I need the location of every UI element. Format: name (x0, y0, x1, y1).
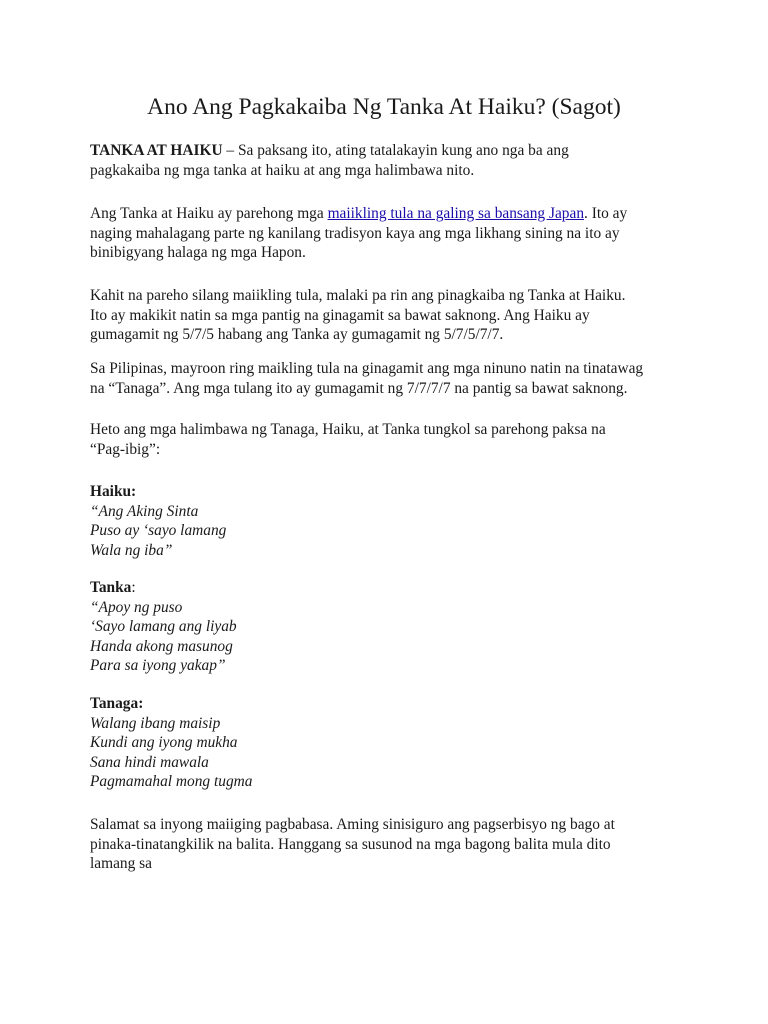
paragraph-3 (90, 359, 690, 398)
para4-text-2: “Pag-ibig”: (90, 440, 161, 458)
para2-text-2: Ito ay makikit natin sa mga pantig na ginagamit sa bawat saknong. Ang Haiku ay (90, 306, 590, 324)
closing-text-2: pinaka-tinatangkilik na balita. Hanggang sa susunod na mga bagong balita mula dito (90, 835, 611, 853)
tanaga-line: Kundi ang iyong mukha (90, 734, 238, 752)
tanaga-section (90, 694, 690, 792)
paragraph-4 (90, 420, 690, 459)
para3-text-1: Sa Pilipinas, mayroon ring maikling tula na ginagamit ang mga ninuno natin na tinatawag (90, 360, 644, 377)
tanaga-line: Pagmamahal mong tugma (90, 773, 253, 791)
tanka-heading: Tanka (90, 579, 132, 596)
para4-text-1: Heto ang mga halimbawa ng Tanaga, Haiku, at Tanka tungkol sa parehong paksa na (90, 421, 606, 438)
para1-text-after-link: . Ito ay (584, 205, 628, 222)
japan-poetry-link[interactable]: maiikling tula na galing sa bansang Japan (327, 205, 585, 222)
tanka-heading-colon: : (131, 579, 136, 596)
para1-text-1: Ang Tanka at Haiku ay parehong mga (90, 205, 328, 222)
closing-paragraph (90, 815, 690, 874)
tanka-section (90, 578, 690, 676)
haiku-line: “Ang Aking Sinta (90, 502, 199, 520)
paragraph-2 (90, 286, 690, 345)
haiku-section (90, 482, 690, 560)
tanka-line: “Apoy ng puso (90, 598, 183, 616)
page-title: Ano Ang Pagkakaiba Ng Tanka At Haiku? (Sagot) (147, 94, 621, 120)
para3-text-2: na “Tanaga”. Ang mga tulang ito ay gumagamit ng 7/7/7/7 na pantig sa bawat saknong. (90, 379, 628, 397)
haiku-line: Puso ay ‘sayo lamang (90, 522, 227, 540)
intro-bold-label: TANKA AT HAIKU (90, 142, 223, 159)
intro-text-2: pagkakaiba ng mga tanka at haiku at ang mga halimbawa nito. (90, 161, 475, 179)
tanka-line: Handa akong masunog (90, 637, 233, 655)
intro-text-1: – Sa paksang ito, ating tatalakayin kung ano nga ba ang (222, 142, 569, 159)
tanaga-line: Walang ibang maisip (90, 714, 221, 732)
para2-text-1: Kahit na pareho silang maiikling tula, malaki pa rin ang pinagkaiba ng Tanka at Haiku. (90, 287, 626, 304)
intro-paragraph (90, 141, 690, 180)
closing-text-3: lamang sa (90, 855, 152, 873)
haiku-heading: Haiku: (90, 483, 137, 500)
tanaga-heading: Tanaga: (90, 695, 144, 712)
para1-text-2: naging mahalagang parte ng kanilang tradisyon kaya ang mga likhang sining na ito ay (90, 224, 620, 242)
closing-text-1: Salamat sa inyong maiiging pagbabasa. Aming sinisiguro ang pagserbisyo ng bago at (90, 816, 615, 833)
para1-text-3: binibigyang halaga ng mga Hapon. (90, 244, 306, 262)
tanka-line: ‘Sayo lamang ang liyab (90, 618, 237, 636)
tanaga-line: Sana hindi mawala (90, 753, 209, 771)
tanka-line: Para sa iyong yakap” (90, 657, 226, 675)
paragraph-1 (90, 204, 690, 263)
para2-text-3: gumagamit ng 5/7/5 habang ang Tanka ay gumagamit ng 5/7/5/7/7. (90, 326, 504, 344)
haiku-line: Wala ng iba” (90, 541, 173, 559)
